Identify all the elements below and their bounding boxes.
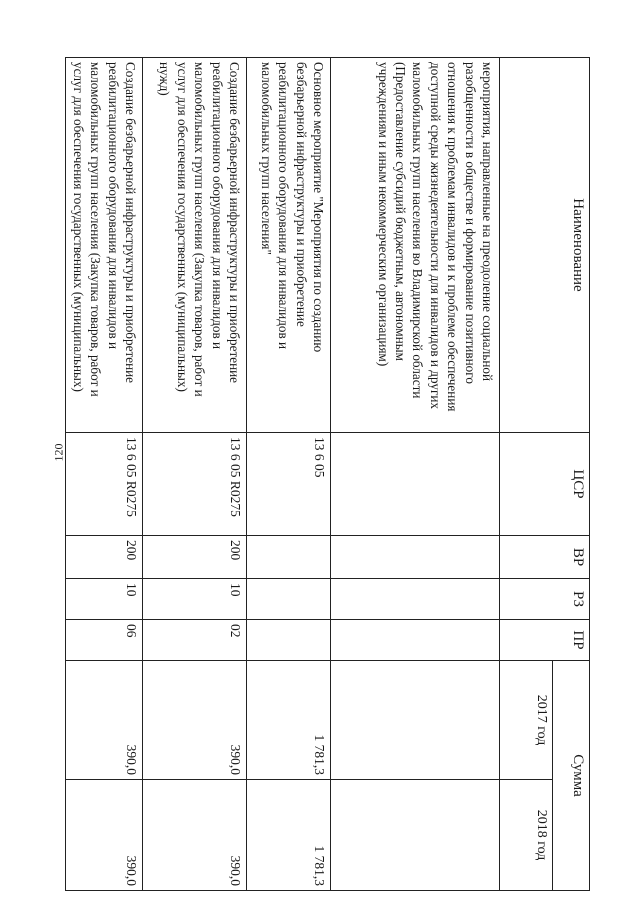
row-pr: 02 (143, 620, 247, 661)
row-rz (247, 579, 331, 620)
header-year-2018: 2018 год (500, 780, 553, 891)
header-row-top (553, 58, 590, 891)
row-name: мероприятия, направленные на преодоление социальной разобщенности в обществе и формирование позитивного отношения к проблемам инвалидов и к проблеме обеспечения доступной среды жизнедеятельности для инвалидов и других маломобильных групп населения во Владимирской области (Предоставление субсидий бюджетным, автономным учреждениям и иным некоммерческим организациям) (331, 58, 500, 433)
table-row (66, 58, 143, 891)
rotated-table-container (70, 57, 590, 890)
header-name: Наименование (500, 58, 590, 433)
row-sum-2018: 1 781,3 (247, 780, 331, 891)
budget-table (65, 57, 590, 891)
row-sum-2018: 390,0 (66, 780, 143, 891)
row-rz: 10 (143, 579, 247, 620)
row-pr: 06 (66, 620, 143, 661)
row-rz (331, 579, 500, 620)
row-pr (331, 620, 500, 661)
row-csr: 13 6 05 (247, 433, 331, 536)
row-vr (331, 536, 500, 579)
row-sum-2017 (331, 661, 500, 780)
table-row (331, 58, 500, 891)
page-number-text: 120 (51, 443, 66, 461)
row-pr (247, 620, 331, 661)
row-vr: 200 (143, 536, 247, 579)
row-name: Основное мероприятие "Мероприятия по созданию безбарьерной инфраструктуры и приобретение реабилитационного оборудования для инвалидов и маломобильных групп населения" (247, 58, 331, 433)
header-rz: РЗ (500, 579, 590, 620)
row-sum-2017: 390,0 (143, 661, 247, 780)
header-csr: ЦСР (500, 433, 590, 536)
row-vr: 200 (66, 536, 143, 579)
row-csr: 13 6 05 R0275 (143, 433, 247, 536)
header-sum: Сумма (553, 661, 590, 891)
row-sum-2017: 1 781,3 (247, 661, 331, 780)
row-rz: 10 (66, 579, 143, 620)
row-csr: 13 6 05 R0275 (66, 433, 143, 536)
row-sum-2017: 390,0 (66, 661, 143, 780)
row-csr (331, 433, 500, 536)
table-row (143, 58, 247, 891)
row-sum-2018 (331, 780, 500, 891)
header-year-2017: 2017 год (500, 661, 553, 780)
header-vr: ВР (500, 536, 590, 579)
table-row (247, 58, 331, 891)
header-pr: ПР (500, 620, 590, 661)
row-sum-2018: 390,0 (143, 780, 247, 891)
row-vr (247, 536, 331, 579)
row-name: Создание безбарьерной инфраструктуры и приобретение реабилитационного оборудования для инвалидов и маломобильных групп населения (Закупка товаров, работ и услуг для обеспечения государственных (муниципальных) (66, 58, 143, 433)
row-name: Создание безбарьерной инфраструктуры и приобретение реабилитационного оборудования для инвалидов и маломобильных групп населения (Закупка товаров, работ и услуг для обеспечения государственных (муниципальных) нужд) (143, 58, 247, 433)
